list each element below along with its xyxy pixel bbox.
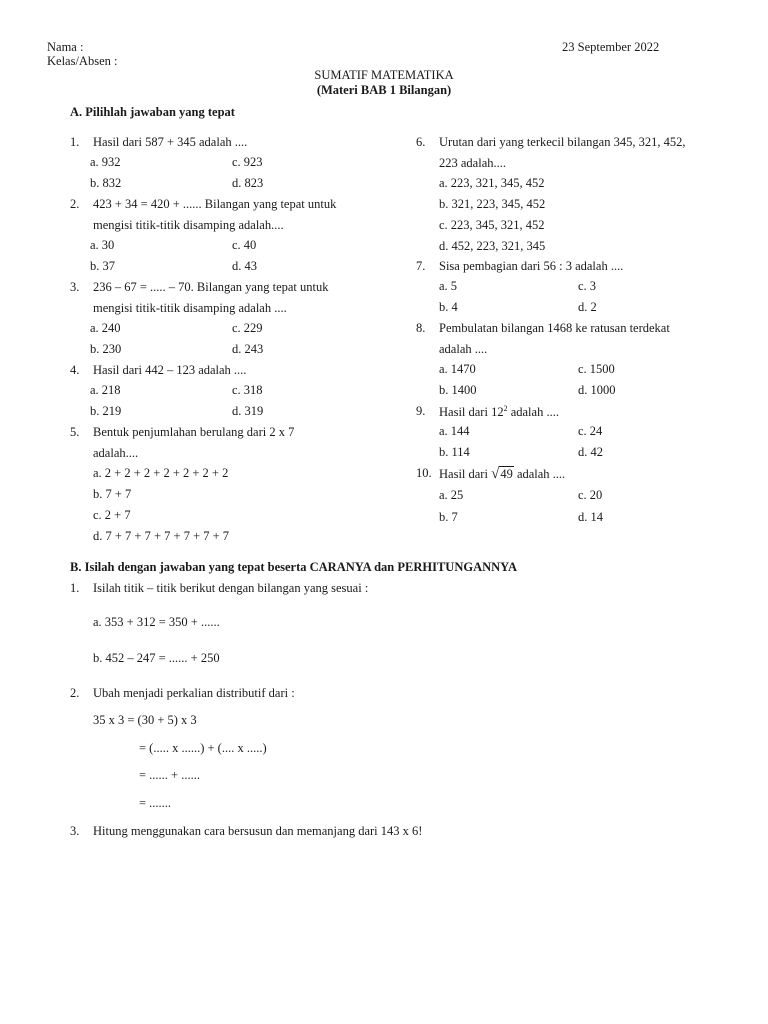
option-a: a. 223, 321, 345, 452 — [439, 176, 545, 190]
page-title: SUMATIF MATEMATIKA — [314, 68, 454, 82]
option-d: d. 823 — [232, 176, 264, 190]
option-c: c. 40 — [232, 238, 257, 252]
option-b: b. 321, 223, 345, 452 — [439, 197, 546, 211]
question-number: 3. — [70, 280, 80, 294]
option-b: b. 37 — [90, 259, 115, 273]
distributive-line-2: = (..... x ......) + (.... x .....) — [139, 741, 267, 755]
option-b: b. 230 — [90, 342, 122, 356]
distributive-line-1: 35 x 3 = (30 + 5) x 3 — [93, 713, 197, 727]
question-number: 1. — [70, 135, 80, 149]
question-text-line-2: 223 adalah.... — [439, 156, 506, 170]
option-a: a. 25 — [439, 488, 464, 502]
section-b-question-1-number: 1. — [70, 581, 80, 595]
option-a: a. 932 — [90, 155, 121, 169]
question-text-line-1: Pembulatan bilangan 1468 ke ratusan terdekat — [439, 321, 670, 335]
question-text: Sisa pembagian dari 56 : 3 adalah .... — [439, 259, 624, 273]
option-b: b. 114 — [439, 445, 470, 459]
option-a: a. 2 + 2 + 2 + 2 + 2 + 2 + 2 — [93, 466, 229, 480]
exponent: 2 — [503, 404, 508, 413]
option-c: c. 3 — [578, 279, 597, 293]
distributive-line-4: = ....... — [139, 796, 172, 810]
question-text-tail: adalah .... — [507, 405, 559, 420]
question-number: 5. — [70, 425, 80, 439]
question-number: 8. — [416, 321, 426, 335]
question-number: 6. — [416, 135, 426, 149]
section-b-question-1-text: Isilah titik – titik berikut dengan bilangan yang sesuai : — [93, 581, 369, 595]
option-c: c. 318 — [232, 383, 263, 397]
option-d: d. 14 — [578, 510, 603, 524]
option-c: c. 1500 — [578, 362, 615, 376]
kelas-absen-label: Kelas/Absen : — [47, 54, 118, 68]
question-number: 2. — [70, 197, 80, 211]
section-a-heading: A. Pilihlah jawaban yang tepat — [70, 105, 235, 119]
question-number: 7. — [416, 259, 426, 273]
option-a: a. 30 — [90, 238, 115, 252]
nama-label: Nama : — [47, 40, 84, 54]
section-b-question-1b: b. 452 – 247 = ...... + 250 — [93, 651, 220, 665]
option-b: b. 4 — [439, 300, 458, 314]
question-text-line-1: 236 – 67 = ..... – 70. Bilangan yang tepat untuk — [93, 280, 329, 294]
option-d: d. 319 — [232, 404, 264, 418]
option-a: a. 1470 — [439, 362, 476, 376]
question-text-line-2: mengisi titik-titik disamping adalah.... — [93, 218, 284, 232]
question-text-tail: adalah .... — [513, 467, 566, 481]
option-a: a. 218 — [90, 383, 121, 397]
option-d: d. 452, 223, 321, 345 — [439, 239, 546, 253]
date: 23 September 2022 — [562, 40, 660, 54]
option-a: a. 5 — [439, 279, 458, 293]
option-a: a. 240 — [90, 321, 121, 335]
radicand: 49 — [500, 467, 513, 481]
question-text-line-1: Bentuk penjumlahan berulang dari 2 x 7 — [93, 425, 295, 439]
section-b-question-1a: a. 353 + 312 = 350 + ...... — [93, 615, 220, 629]
option-d: d. 1000 — [578, 383, 616, 397]
section-b-question-3-number: 3. — [70, 824, 80, 838]
option-d: d. 7 + 7 + 7 + 7 + 7 + 7 + 7 — [93, 529, 230, 543]
option-b: b. 7 — [439, 510, 458, 524]
question-text-main: Hasil dari 12 — [439, 405, 504, 420]
question-text — [439, 466, 565, 483]
question-number: 9. — [416, 404, 426, 418]
question-text: Hasil dari 587 + 345 adalah .... — [93, 135, 248, 149]
section-b-question-2-text: Ubah menjadi perkalian distributif dari : — [93, 686, 295, 700]
question-text-line-2: mengisi titik-titik disamping adalah .... — [93, 301, 287, 315]
square-root-symbol: √49 — [491, 466, 513, 482]
option-d: d. 42 — [578, 445, 603, 459]
option-b: b. 1400 — [439, 383, 477, 397]
option-b: b. 832 — [90, 176, 122, 190]
question-text — [439, 404, 559, 420]
option-d: d. 2 — [578, 300, 597, 314]
question-text-main: Hasil dari — [439, 467, 492, 481]
question-text-line-2: adalah .... — [439, 342, 488, 356]
question-text-line-1: Urutan dari yang terkecil bilangan 345, 321, 452, — [439, 135, 686, 149]
option-c: c. 229 — [232, 321, 263, 335]
question-text-line-1: 423 + 34 = 420 + ...... Bilangan yang tepat untuk — [93, 197, 337, 211]
distributive-line-3: = ...... + ...... — [139, 768, 200, 782]
question-text: Hasil dari 442 – 123 adalah .... — [93, 363, 247, 377]
option-c: c. 20 — [578, 488, 603, 502]
option-b: b. 219 — [90, 404, 122, 418]
question-text-line-2: adalah.... — [93, 446, 139, 460]
option-a: a. 144 — [439, 424, 470, 438]
option-d: d. 43 — [232, 259, 257, 273]
option-c: c. 2 + 7 — [93, 508, 131, 522]
section-b-question-3-text: Hitung menggunakan cara bersusun dan memanjang dari 143 x 6! — [93, 824, 423, 838]
section-b-question-2-number: 2. — [70, 686, 80, 700]
option-c: c. 24 — [578, 424, 603, 438]
option-c: c. 923 — [232, 155, 263, 169]
page-subtitle: (Materi BAB 1 Bilangan) — [316, 83, 452, 97]
question-number: 10. — [416, 466, 432, 480]
section-b-heading: B. Isilah dengan jawaban yang tepat beserta CARANYA dan PERHITUNGANNYA — [70, 560, 518, 574]
question-number: 4. — [70, 363, 80, 377]
option-b: b. 7 + 7 — [93, 487, 132, 501]
option-d: d. 243 — [232, 342, 264, 356]
option-c: c. 223, 345, 321, 452 — [439, 218, 545, 232]
